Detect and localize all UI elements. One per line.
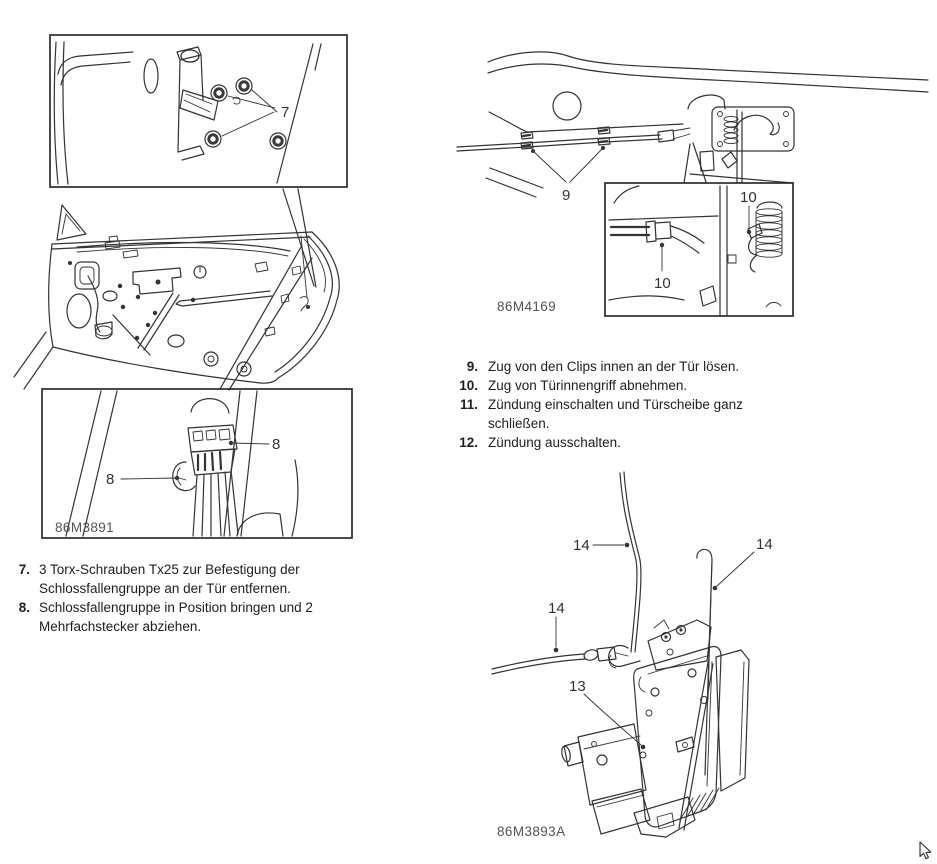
callout-14-rod-left: [573, 537, 629, 554]
callout-14-cable-label: 14: [548, 600, 565, 617]
step-12-text: Zündung ausschalten.: [488, 435, 621, 450]
handle-spring: [724, 116, 738, 143]
callout-10-cable: [654, 243, 671, 292]
step-12: [452, 433, 790, 452]
step-7-text: 3 Torx-Schrauben Tx25 zur Befestigung der Schlossfallengruppe an der Tür entfernen.: [39, 562, 300, 596]
callout-10-cable-label: 10: [654, 275, 671, 292]
window-rod-left: [620, 472, 641, 652]
step-8: [14, 598, 366, 636]
instruction-list-right: [452, 357, 790, 452]
grommet-bellows: [756, 202, 782, 257]
step-9-number: 9.: [466, 359, 478, 374]
callout-8-lower-label: 8: [106, 471, 115, 488]
inset-connectors: [42, 389, 352, 538]
step-11-number: 11.: [459, 397, 478, 412]
callout-13-label: 13: [569, 678, 586, 695]
bowden-cable: [457, 127, 690, 204]
door-side-view: [14, 189, 339, 390]
callout-7-label: 7: [281, 104, 290, 121]
step-7: [14, 560, 366, 598]
callout-14-rod-left-label: 14: [573, 537, 590, 554]
figure-code-86M3893A: 86M3893A: [497, 824, 566, 839]
torx-screws: [205, 78, 286, 149]
figure-code-86M3891: 86M3891: [55, 520, 115, 535]
callout-10-grommet-label: 10: [740, 189, 757, 206]
step-9: [452, 357, 790, 376]
lock-cable: [492, 647, 628, 674]
inner-handle-mechanism: [684, 95, 794, 183]
figure-cable-routing: [455, 25, 937, 355]
step-10-text: Zug von Türinnengriff abnehmen.: [488, 378, 688, 393]
inset-handle-cable: [605, 183, 793, 316]
callout-14-cable: [548, 600, 565, 652]
step-12-number: 12.: [459, 435, 478, 450]
step-10-number: 10.: [459, 378, 478, 393]
callout-8-lower: [106, 471, 179, 488]
instruction-list-left: [14, 560, 366, 636]
figure-code-86M4169: 86M4169: [497, 299, 557, 314]
lock-assembly: [560, 620, 749, 837]
callout-9-label: 9: [562, 187, 571, 204]
step-7-number: 7.: [18, 562, 30, 577]
figure-door-lock-removal: [8, 28, 372, 548]
step-8-number: 8.: [18, 600, 30, 615]
step-8-text: Schlossfallengruppe in Position bringen und 2 Mehrfachstecker abziehen.: [39, 600, 313, 634]
callout-14-rod-right-label: 14: [756, 536, 773, 553]
figure-lock-unit: [480, 455, 937, 857]
callout-10-grommet: [740, 189, 757, 234]
step-11-text: Zündung einschalten und Türscheibe ganz schließen.: [488, 397, 743, 431]
mouse-pointer-icon: [917, 841, 933, 860]
wedge-to-connector-detail: [220, 247, 312, 390]
callout-14-rod-right: [713, 536, 773, 590]
callout-13: [569, 678, 645, 749]
callout-7: [222, 90, 289, 136]
step-11: [452, 395, 790, 433]
inset-striker-screws: [50, 35, 347, 187]
step-9-text: Zug von den Clips innen an der Tür lösen.: [488, 359, 740, 374]
step-10: [452, 376, 790, 395]
callout-9: [531, 146, 605, 204]
wedge-to-cable-end: [684, 143, 706, 183]
callout-8-upper-label: 8: [272, 436, 281, 453]
